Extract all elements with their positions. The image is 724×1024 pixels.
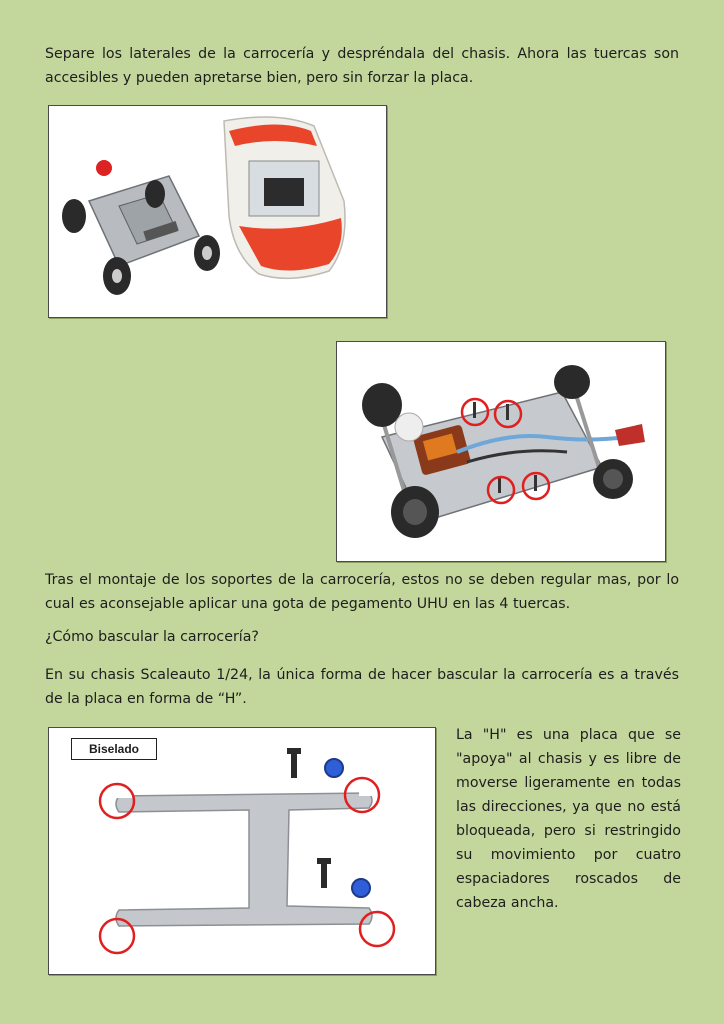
wheel-rear-left [362,383,402,427]
guide-flag [96,160,112,176]
spur-gear [395,413,423,441]
wheel-front-left [554,365,590,399]
mount-screw [534,475,537,491]
mount-screw [473,402,476,418]
h-plate-illustration [49,728,435,974]
screw-head [287,748,301,754]
wheel-hub [112,269,122,283]
wheel-front-right [145,180,165,208]
wheel-hub [202,246,212,260]
bevel-label: Biselado [71,738,157,760]
spacer-nut-top [325,759,343,777]
mount-screw [506,404,509,420]
paragraph-question: ¿Cómo bascular la carrocería? [45,629,259,645]
paragraph-h-plate-description [456,723,681,915]
photo-h-plate [48,727,436,975]
photo-chassis-mounts [336,341,666,562]
screw-head [317,858,331,864]
spacer-nut-bottom [352,879,370,897]
chassis-body-illustration [49,106,386,317]
plate-notch [359,786,377,796]
wheel-hub [603,469,623,489]
chassis-mounts-illustration [337,342,665,561]
mount-screw [498,477,501,493]
paragraph-glue-advice: Tras el montaje de los soportes de la carrocería, estos no se deben regular mas, por lo cual es aconsejable aplicar una gota de pegamento UHU en las 4 tuercas. [45,572,679,612]
wheel-front-left [62,199,86,233]
paragraph-h-plate-intro: En su chasis Scaleauto 1/24, la única forma de hacer bascular la carrocería es a través de la placa en forma de “H”. [45,667,679,707]
wheel-hub [403,499,427,525]
photo-chassis-and-body [48,105,387,318]
guide-red [615,424,645,446]
body-interior-mount [264,178,304,206]
highlight-circle [360,912,394,946]
screw-top [291,750,297,778]
h-plate [116,793,372,926]
paragraph-body-separation: Separe los laterales de la carrocería y despréndala del chasis. Ahora las tuercas son accesibles y pueden apretarse bien, pero sin forzar la placa. [45,46,679,86]
screw-bottom [321,860,327,888]
description-last-line: cabeza ancha. [456,895,559,911]
description-main: La "H" es una placa que se "apoya" al chasis y es libre de moverse ligeramente en todas las direcciones, ya que no está bloqueada, pero si restringido su movimiento por cuatro espaciadores roscados de [456,727,681,887]
